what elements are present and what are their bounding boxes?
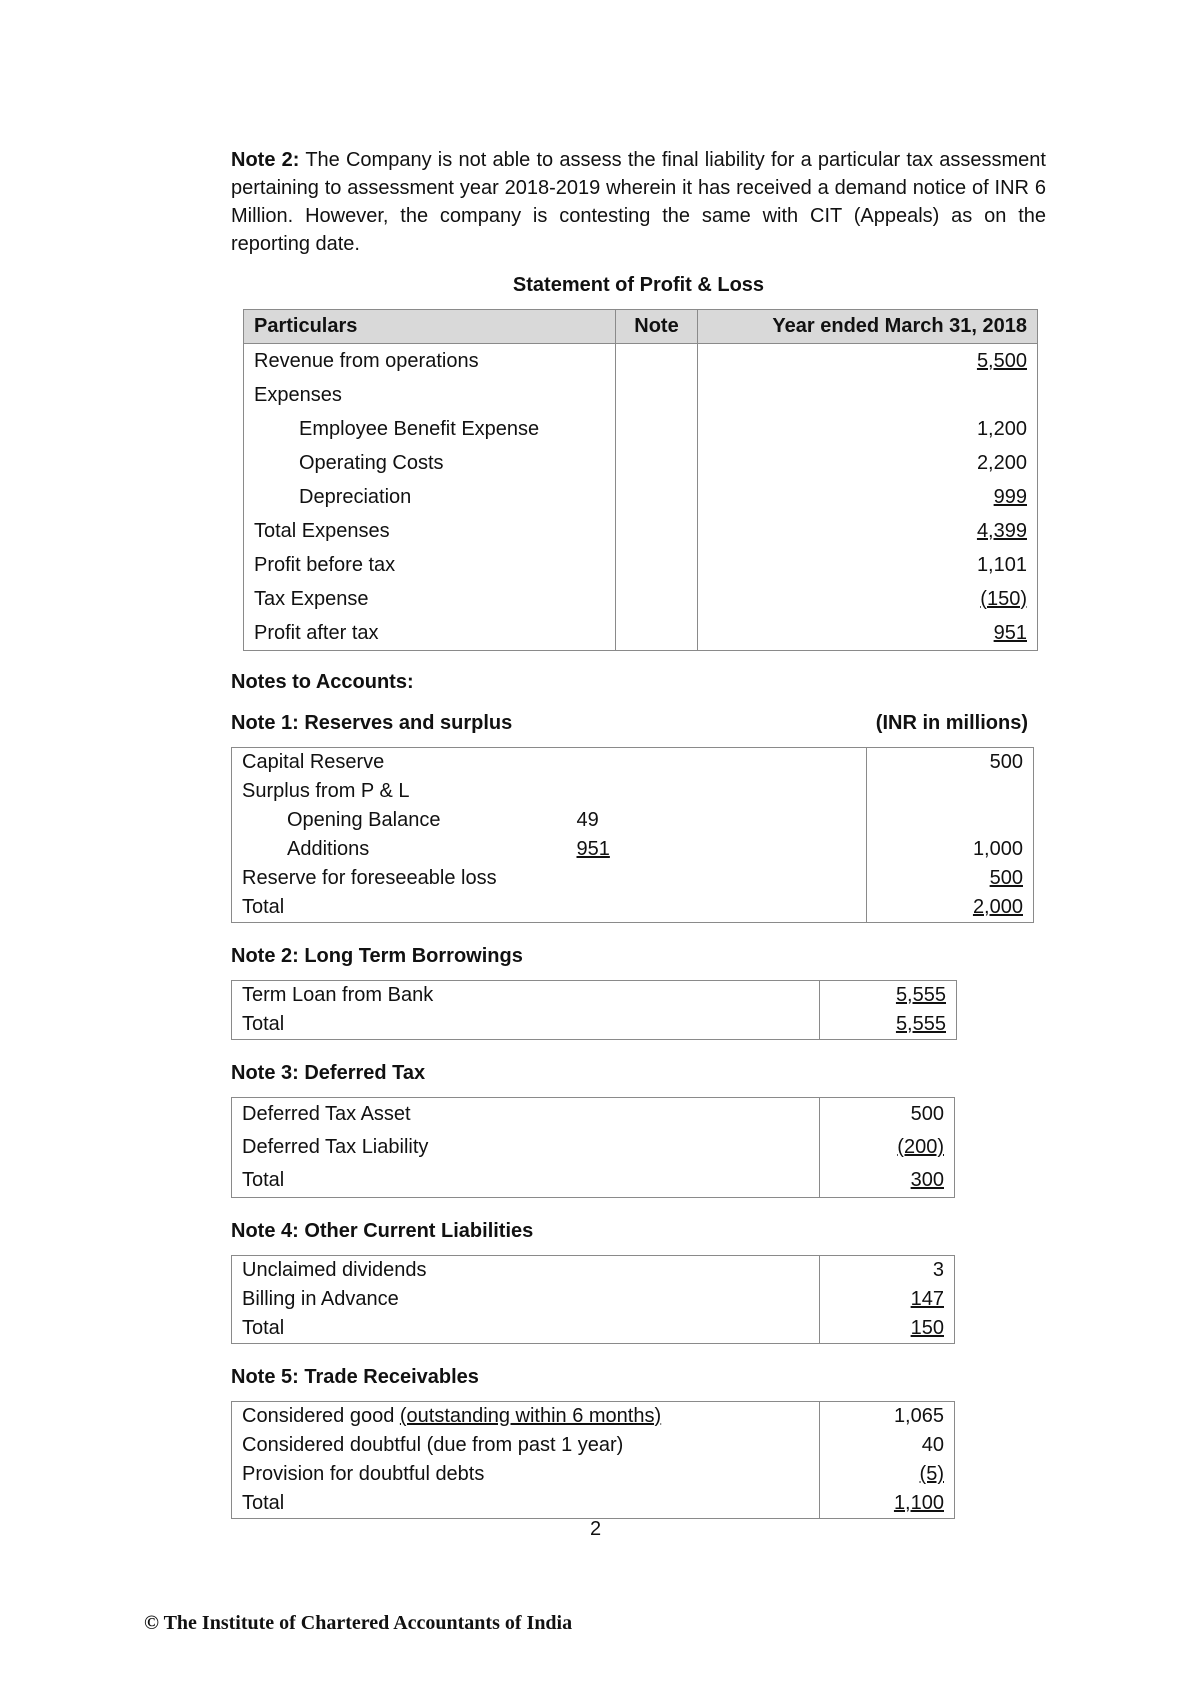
row-value: 1,200	[698, 412, 1038, 446]
row-label: Unclaimed dividends	[242, 1259, 427, 1281]
row-label: Considered doubtful (due from past 1 year)	[242, 1434, 624, 1456]
row-value: 1,000	[867, 835, 1034, 864]
row-mid: 951	[576, 838, 610, 860]
row-label: Total	[242, 1492, 285, 1514]
table-row	[244, 480, 1038, 514]
table-row	[244, 378, 1038, 412]
row-mid: 49	[576, 809, 599, 831]
row-value: 5,555	[895, 1013, 946, 1035]
table-row	[232, 864, 1034, 893]
note3-heading: Note 3: Deferred Tax	[231, 1062, 426, 1084]
row-value: 3	[820, 1256, 955, 1286]
row-label: Term Loan from Bank	[242, 984, 434, 1006]
note4-table	[231, 1255, 955, 1344]
row-label: Deferred Tax Asset	[242, 1103, 411, 1125]
footer-copyright: © The Institute of Chartered Accountants of India	[144, 1612, 573, 1634]
note2-heading: Note 2: Long Term Borrowings	[231, 945, 523, 967]
row-value: 150	[910, 1317, 944, 1339]
row-label: Billing in Advance	[242, 1288, 399, 1310]
note2-paragraph	[231, 146, 1046, 258]
row-value: 500	[820, 1098, 955, 1132]
table-row	[232, 1402, 955, 1432]
row-label: Capital Reserve	[242, 751, 385, 773]
row-label: Additions	[287, 838, 370, 860]
table-row	[232, 806, 1034, 835]
row-value: 500	[989, 867, 1023, 889]
row-value: 999	[993, 485, 1027, 508]
note5-table	[231, 1401, 955, 1519]
note4-heading: Note 4: Other Current Liabilities	[231, 1220, 534, 1242]
row-label: Expenses	[244, 378, 616, 412]
table-row	[244, 344, 1038, 379]
row-value: (5)	[919, 1463, 944, 1485]
table-row	[232, 1164, 955, 1198]
table-row	[232, 1256, 955, 1286]
pl-header-year: Year ended March 31, 2018	[698, 310, 1038, 344]
table-row	[232, 1098, 955, 1132]
row-label: Surplus from P & L	[242, 780, 410, 802]
row-value: 1,101	[698, 548, 1038, 582]
row-label: Tax Expense	[244, 582, 616, 616]
page-content	[231, 146, 1046, 1519]
pl-header-particulars: Particulars	[244, 310, 616, 344]
row-label: Operating Costs	[244, 446, 616, 480]
row-label: Reserve for foreseeable loss	[242, 867, 497, 889]
row-label-underlined: (outstanding within 6 months)	[399, 1405, 662, 1427]
table-row	[244, 446, 1038, 480]
row-label: Revenue from operations	[244, 344, 616, 379]
row-label: Profit after tax	[244, 616, 616, 651]
note2-table	[231, 980, 957, 1040]
note1-unit: (INR in millions)	[875, 712, 1028, 734]
row-label: Profit before tax	[244, 548, 616, 582]
table-row	[244, 582, 1038, 616]
note1-table	[231, 747, 1034, 923]
row-value: 2,200	[698, 446, 1038, 480]
pl-title: Statement of Profit & Loss	[512, 274, 765, 296]
table-row	[232, 1489, 955, 1519]
pl-header-row	[244, 310, 1038, 344]
row-value: 40	[820, 1431, 955, 1460]
table-row	[232, 1460, 955, 1489]
table-row	[244, 616, 1038, 651]
row-label: Total Expenses	[244, 514, 616, 548]
table-row	[244, 548, 1038, 582]
table-row	[244, 412, 1038, 446]
table-row	[232, 748, 1034, 778]
table-row	[244, 514, 1038, 548]
table-row	[232, 1010, 957, 1040]
row-label: Deferred Tax Liability	[242, 1136, 429, 1158]
pl-header-note: Note	[616, 310, 698, 344]
row-label: Employee Benefit Expense	[244, 412, 616, 446]
table-row	[232, 777, 1034, 806]
row-value: 300	[910, 1169, 944, 1191]
table-row	[232, 1131, 955, 1164]
row-label: Total	[242, 1013, 285, 1035]
note1-heading	[231, 712, 1046, 735]
note2-label: Note 2:	[231, 149, 300, 171]
row-value: 1,065	[820, 1402, 955, 1432]
note3-table	[231, 1097, 955, 1198]
row-label	[232, 1402, 820, 1432]
profit-loss-table	[243, 309, 1038, 651]
row-value: (200)	[897, 1136, 944, 1158]
row-value: (150)	[980, 587, 1027, 610]
note2-text: The Company is not able to assess the final liability for a particular tax assessment pertaining to assessment year 2018-2019 wherein it has received a demand notice of INR 6 Million. However, the company is contesting the same with CIT (Appeals) as on the reporting date.	[231, 149, 1046, 255]
note5-heading: Note 5: Trade Receivables	[231, 1366, 479, 1388]
row-value: 147	[910, 1288, 944, 1310]
row-label: Depreciation	[244, 480, 616, 514]
row-label-part: Considered good	[242, 1405, 400, 1427]
table-row	[232, 1431, 955, 1460]
note1-title: Note 1: Reserves and surplus	[231, 712, 513, 734]
row-value: 951	[993, 621, 1027, 644]
table-row	[232, 981, 957, 1011]
row-label: Total	[242, 1317, 285, 1339]
page-number: 2	[589, 1518, 602, 1540]
row-label: Total	[242, 896, 285, 918]
row-label: Provision for doubtful debts	[242, 1463, 485, 1485]
row-value: 5,555	[895, 984, 946, 1006]
row-value: 1,100	[893, 1492, 944, 1514]
row-value: 5,500	[976, 349, 1027, 372]
row-label: Total	[242, 1169, 285, 1191]
table-row	[232, 835, 1034, 864]
notes-heading: Notes to Accounts:	[231, 671, 414, 693]
table-row	[232, 893, 1034, 923]
row-value: 2,000	[972, 896, 1023, 918]
row-value: 4,399	[976, 519, 1027, 542]
table-row	[232, 1285, 955, 1314]
table-row	[232, 1314, 955, 1344]
row-label: Opening Balance	[287, 809, 441, 831]
row-value: 500	[867, 748, 1034, 778]
